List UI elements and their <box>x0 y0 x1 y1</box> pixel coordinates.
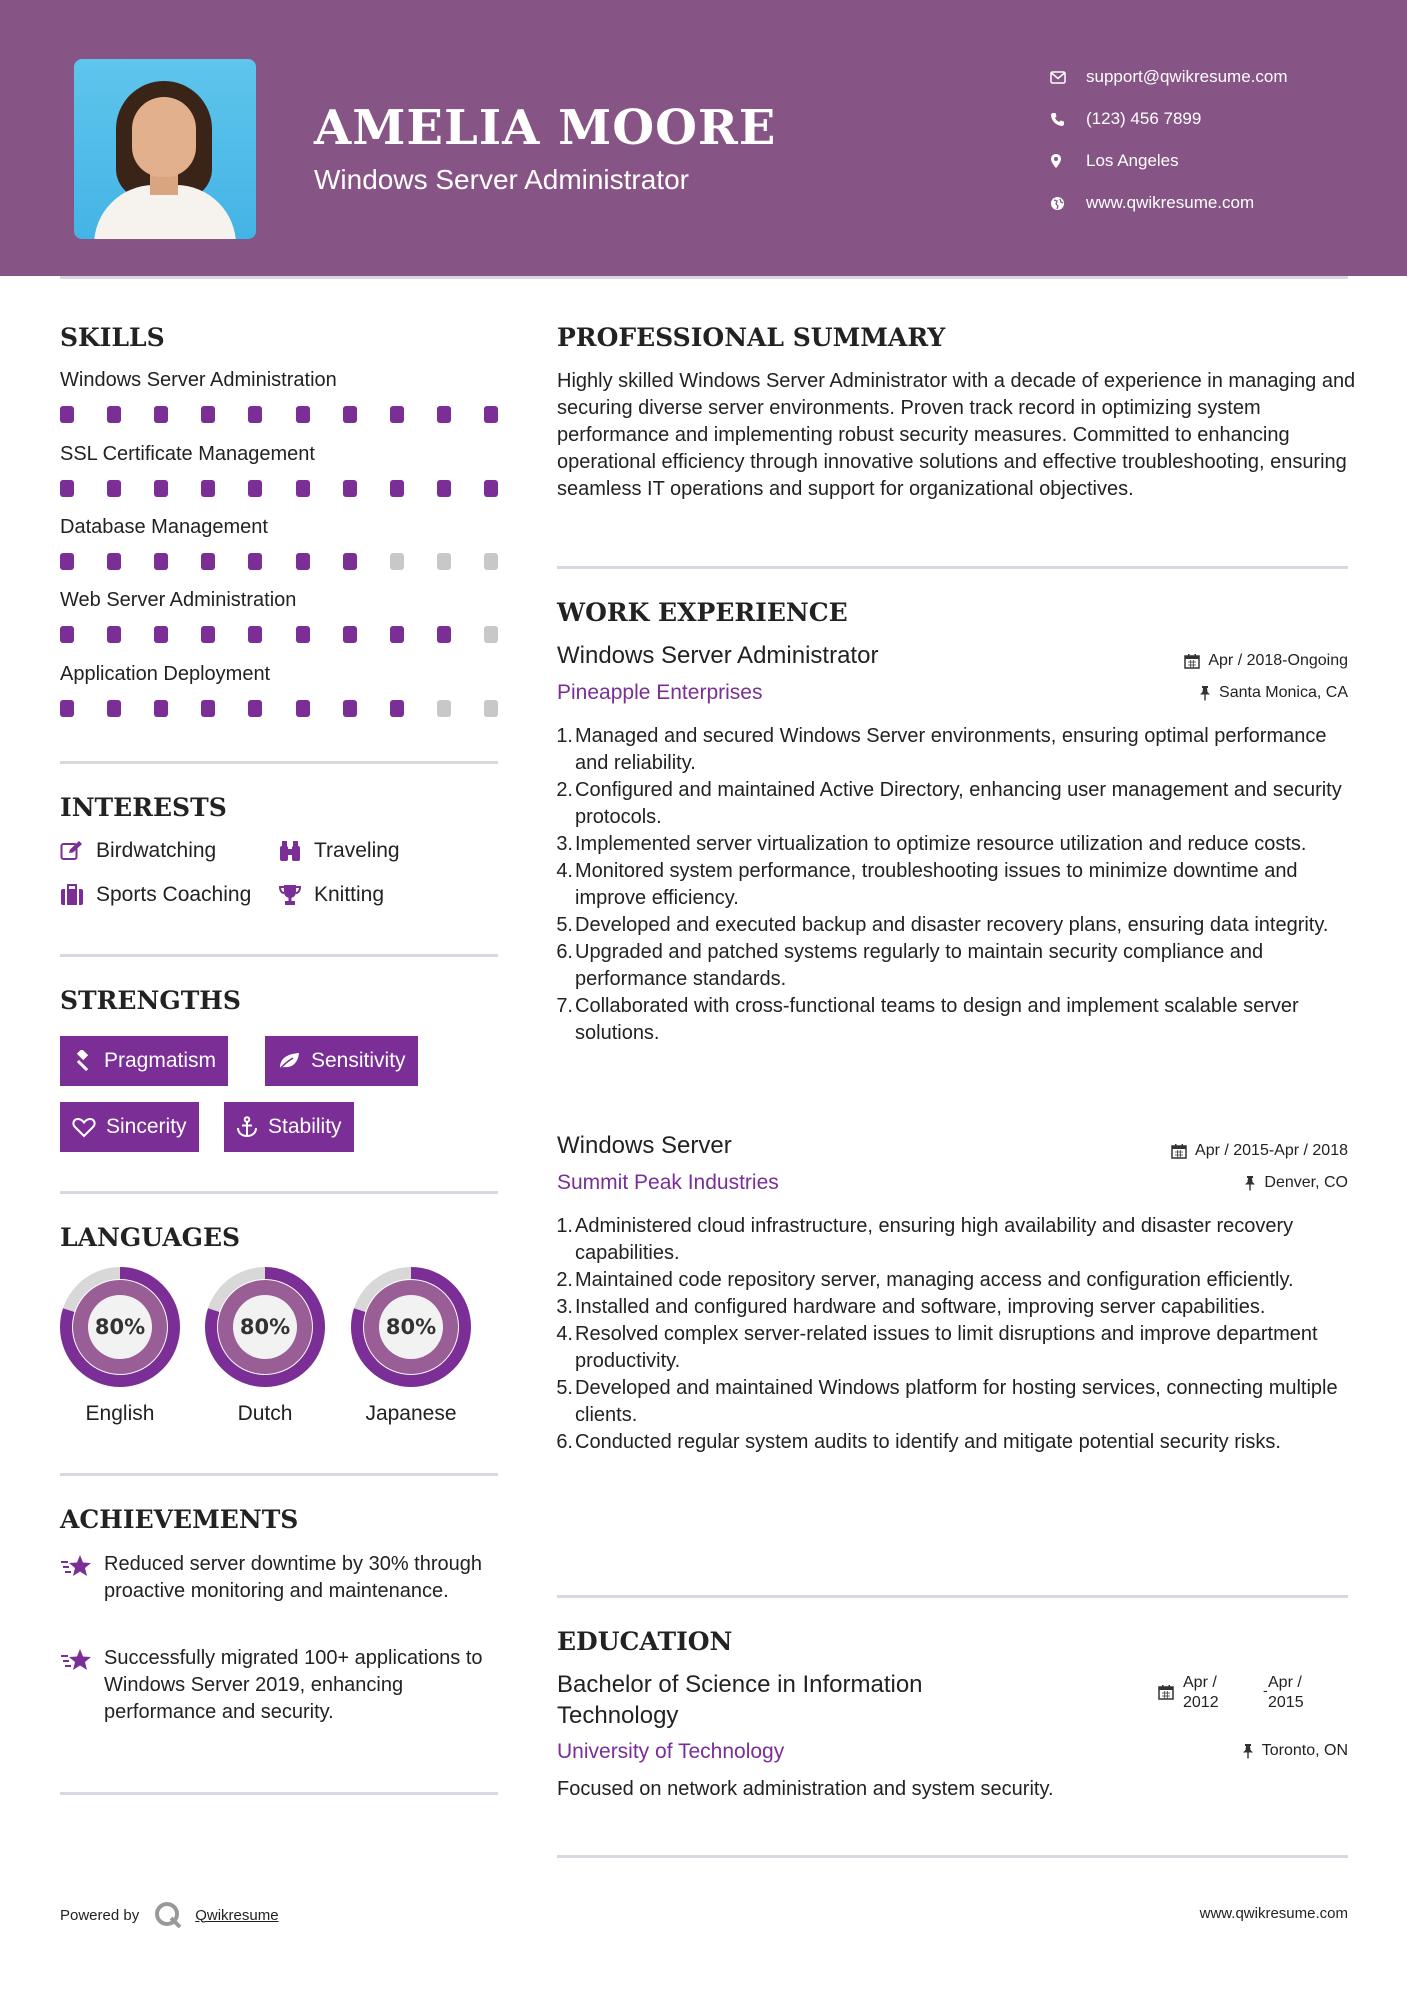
list-item: 6. Upgraded and patched systems regularly to maintain security compliance and performance standards. <box>556 941 1264 990</box>
skill-dot-filled <box>248 480 262 497</box>
skill-rating <box>60 700 498 718</box>
list-item: 7. Collaborated with cross-functional teams to design and implement scalable server solutions. <box>556 995 1299 1044</box>
trophy-icon <box>278 884 314 906</box>
experience-heading: WORK EXPERIENCE <box>557 598 848 627</box>
interest-item: Knitting <box>278 883 384 907</box>
language-gauge <box>350 1266 472 1388</box>
skill-dot-filled <box>343 480 357 497</box>
list-item: 6. Conducted regular system audits to identify and mitigate potential security risks. <box>556 1431 1281 1453</box>
list-item: 5. Developed and executed backup and disaster recovery plans, ensuring data integrity. <box>556 914 1329 936</box>
education-end-date: Apr / 2015 <box>1268 1674 1304 1711</box>
interest-item: Traveling <box>278 839 400 863</box>
skill-dot-empty <box>484 626 498 643</box>
languages-heading: LANGUAGES <box>60 1223 241 1252</box>
skill-dot-filled <box>390 700 404 717</box>
job-dates: Apr / 2018-Ongoing <box>1184 652 1348 670</box>
degree-line-2: Technology <box>557 1702 679 1729</box>
skill-dot-filled <box>248 553 262 570</box>
skill-dot-filled <box>296 700 310 717</box>
skill-dot-filled <box>60 626 74 643</box>
skill-dot-filled <box>201 480 215 497</box>
achievement-item: Successfully migrated 100+ applications to Windows Server 2019, enhancing performance and security. <box>60 1645 500 1726</box>
language-percent: 80% <box>385 1315 437 1339</box>
skill-rating <box>60 406 498 424</box>
language-gauge <box>204 1266 326 1388</box>
skill-name: Web Server Administration <box>60 589 297 611</box>
contact-phone[interactable]: (123) 456 7899 <box>1050 98 1288 140</box>
skill-dot-empty <box>437 700 451 717</box>
section-divider <box>557 1595 1348 1598</box>
skill-dot-filled <box>154 406 168 423</box>
skill-dot-filled <box>154 700 168 717</box>
candidate-title: Windows Server Administrator <box>314 164 690 195</box>
job-title: Windows Server Administrator <box>557 642 879 669</box>
language-percent: 80% <box>94 1315 146 1339</box>
qwikresume-link[interactable]: Qwikresume <box>195 1906 279 1924</box>
calendar-icon <box>1158 1684 1174 1704</box>
list-item: 3. Installed and configured hardware and software, improving server capabilities. <box>556 1296 1266 1318</box>
education-heading: EDUCATION <box>557 1627 733 1656</box>
calendar-icon <box>1171 1143 1187 1159</box>
section-divider <box>60 954 498 957</box>
skill-dot-filled <box>484 406 498 423</box>
strength-chip: Pragmatism <box>60 1036 228 1086</box>
skill-dot-filled <box>107 480 121 497</box>
skill-dot-filled <box>296 553 310 570</box>
candidate-name: AMELIA MOORE <box>314 100 777 156</box>
list-item: 4. Monitored system performance, troubleshooting issues to minimize downtime and improve efficiency. <box>556 860 1298 909</box>
binoculars-icon <box>278 840 314 862</box>
skill-dot-filled <box>107 626 121 643</box>
skill-dot-filled <box>296 406 310 423</box>
star-icon <box>60 1645 104 1726</box>
strength-chip: Sincerity <box>60 1102 199 1152</box>
skill-dot-filled <box>201 553 215 570</box>
skill-dot-filled <box>201 406 215 423</box>
interest-item: Birdwatching <box>60 839 216 863</box>
calendar-icon <box>1184 653 1200 669</box>
briefcase-icon <box>60 884 96 906</box>
skill-dot-empty <box>484 553 498 570</box>
skill-dot-filled <box>437 626 451 643</box>
job-dates: Apr / 2015-Apr / 2018 <box>1171 1142 1348 1160</box>
gavel-icon <box>72 1050 94 1072</box>
star-icon <box>60 1551 104 1605</box>
section-divider <box>60 1473 498 1476</box>
list-item: 1. Administered cloud infrastructure, ensuring high availability and disaster recovery capabilities. <box>556 1215 1294 1264</box>
section-divider <box>60 1792 498 1795</box>
anchor-icon <box>236 1116 258 1138</box>
phone-icon <box>1050 112 1086 127</box>
language-name: English <box>85 1402 155 1425</box>
degree-line-1: Bachelor of Science in Information <box>557 1671 923 1698</box>
strengths-heading: STRENGTHS <box>60 986 241 1015</box>
education-start-date: Apr / 2012 <box>1183 1674 1219 1711</box>
map-pin-icon <box>1050 153 1086 169</box>
skill-dot-filled <box>60 480 74 497</box>
skill-dot-filled <box>343 626 357 643</box>
language-gauge <box>59 1266 181 1388</box>
leaf-icon <box>277 1051 301 1071</box>
achievement-item: Reduced server downtime by 30% through proactive monitoring and maintenance. <box>60 1551 500 1605</box>
skill-dot-filled <box>154 553 168 570</box>
list-item: 3. Implemented server virtualization to optimize resource utilization and reduce costs. <box>556 833 1307 855</box>
skill-rating <box>60 480 498 498</box>
education-location: Toronto, ON <box>1242 1742 1348 1760</box>
skill-dot-filled <box>343 700 357 717</box>
section-divider <box>557 566 1348 569</box>
skills-heading: SKILLS <box>60 323 165 352</box>
interests-heading: INTERESTS <box>60 793 227 822</box>
skill-rating <box>60 626 498 644</box>
skill-dot-filled <box>248 626 262 643</box>
pushpin-icon <box>1242 1743 1254 1759</box>
section-divider <box>60 761 498 764</box>
achievements-heading: ACHIEVEMENTS <box>60 1505 299 1534</box>
skill-dot-filled <box>154 626 168 643</box>
skill-dot-filled <box>390 626 404 643</box>
pushpin-icon <box>1199 685 1211 701</box>
pushpin-icon <box>1244 1175 1256 1191</box>
company-name: Pineapple Enterprises <box>557 681 763 704</box>
school-name: University of Technology <box>557 1740 785 1763</box>
section-divider <box>557 1855 1348 1858</box>
job-responsibilities <box>557 1213 1347 1456</box>
footer-website[interactable]: www.qwikresume.com <box>1199 1905 1348 1922</box>
job-location: Santa Monica, CA <box>1199 684 1348 702</box>
contact-website[interactable]: www.qwikresume.com <box>1050 182 1288 224</box>
strength-chip: Sensitivity <box>265 1036 418 1086</box>
skill-name: Application Deployment <box>60 663 271 685</box>
skill-dot-filled <box>201 700 215 717</box>
skill-dot-filled <box>248 406 262 423</box>
skill-dot-filled <box>60 553 74 570</box>
list-item: 1. Managed and secured Windows Server environments, ensuring optimal performance and reliability. <box>556 725 1327 774</box>
skill-dot-filled <box>437 406 451 423</box>
skill-dot-filled <box>343 553 357 570</box>
section-divider <box>60 1191 498 1194</box>
powered-by: Powered by Qwikresume <box>60 1900 279 1930</box>
skill-dot-filled <box>296 626 310 643</box>
skill-dot-empty <box>437 553 451 570</box>
skill-dot-filled <box>390 480 404 497</box>
job-location: Denver, CO <box>1244 1174 1348 1192</box>
job-responsibilities <box>557 723 1347 1047</box>
skill-dot-filled <box>60 406 74 423</box>
pencil-square-icon <box>60 840 96 862</box>
skill-dot-filled <box>201 626 215 643</box>
list-item: 2. Maintained code repository server, managing access and configuration efficiently. <box>556 1269 1294 1291</box>
list-item: 4. Resolved complex server-related issues to limit disruptions and improve department productivity. <box>556 1323 1318 1372</box>
resume-header <box>0 0 1407 276</box>
interest-item: Sports Coaching <box>60 883 251 907</box>
contact-location: Los Angeles <box>1050 140 1288 182</box>
skill-dot-filled <box>107 406 121 423</box>
envelope-icon <box>1050 71 1086 84</box>
education-description: Focused on network administration and system security. <box>557 1778 1054 1800</box>
header-divider <box>60 276 1348 279</box>
language-name: Japanese <box>365 1402 457 1425</box>
job-title: Windows Server <box>557 1132 732 1159</box>
list-item: 5. Developed and maintained Windows platform for hosting services, connecting multiple clients. <box>556 1377 1338 1426</box>
skill-rating <box>60 553 498 571</box>
skill-dot-filled <box>437 480 451 497</box>
skill-dot-filled <box>248 700 262 717</box>
skill-dot-filled <box>107 700 121 717</box>
skill-dot-filled <box>390 406 404 423</box>
skill-dot-filled <box>343 406 357 423</box>
heart-icon <box>72 1117 96 1138</box>
skill-dot-filled <box>60 700 74 717</box>
profile-photo <box>74 59 256 239</box>
contact-email[interactable]: support@qwikresume.com <box>1050 56 1288 98</box>
summary-text: Highly skilled Windows Server Administrator with a decade of experience in managing and securing diverse server environments. Proven track record in optimizing system performance and implementing robust security measures. Committed to enhancing operational efficiency through innovative solutions and effective troubleshooting, ensuring seamless IT operations and support for organizational objectives. <box>557 370 1356 500</box>
language-name: Dutch <box>237 1402 293 1425</box>
skill-dot-filled <box>154 480 168 497</box>
skill-name: Database Management <box>60 516 268 538</box>
language-percent: 80% <box>239 1315 291 1339</box>
skill-dot-empty <box>390 553 404 570</box>
qwikresume-logo-icon <box>153 1900 183 1930</box>
skill-dot-filled <box>107 553 121 570</box>
skill-name: Windows Server Administration <box>60 369 337 391</box>
skill-name: SSL Certificate Management <box>60 443 315 465</box>
date-separator: - <box>1263 1682 1268 1698</box>
summary-heading: PROFESSIONAL SUMMARY <box>557 323 946 352</box>
strength-chip: Stability <box>224 1102 354 1152</box>
company-name: Summit Peak Industries <box>557 1171 779 1194</box>
list-item: 2. Configured and maintained Active Directory, enhancing user management and security protocols. <box>556 779 1342 828</box>
skill-dot-filled <box>484 480 498 497</box>
globe-icon <box>1050 196 1086 211</box>
skill-dot-empty <box>484 700 498 717</box>
skill-dot-filled <box>296 480 310 497</box>
contact-list <box>1050 56 1288 224</box>
